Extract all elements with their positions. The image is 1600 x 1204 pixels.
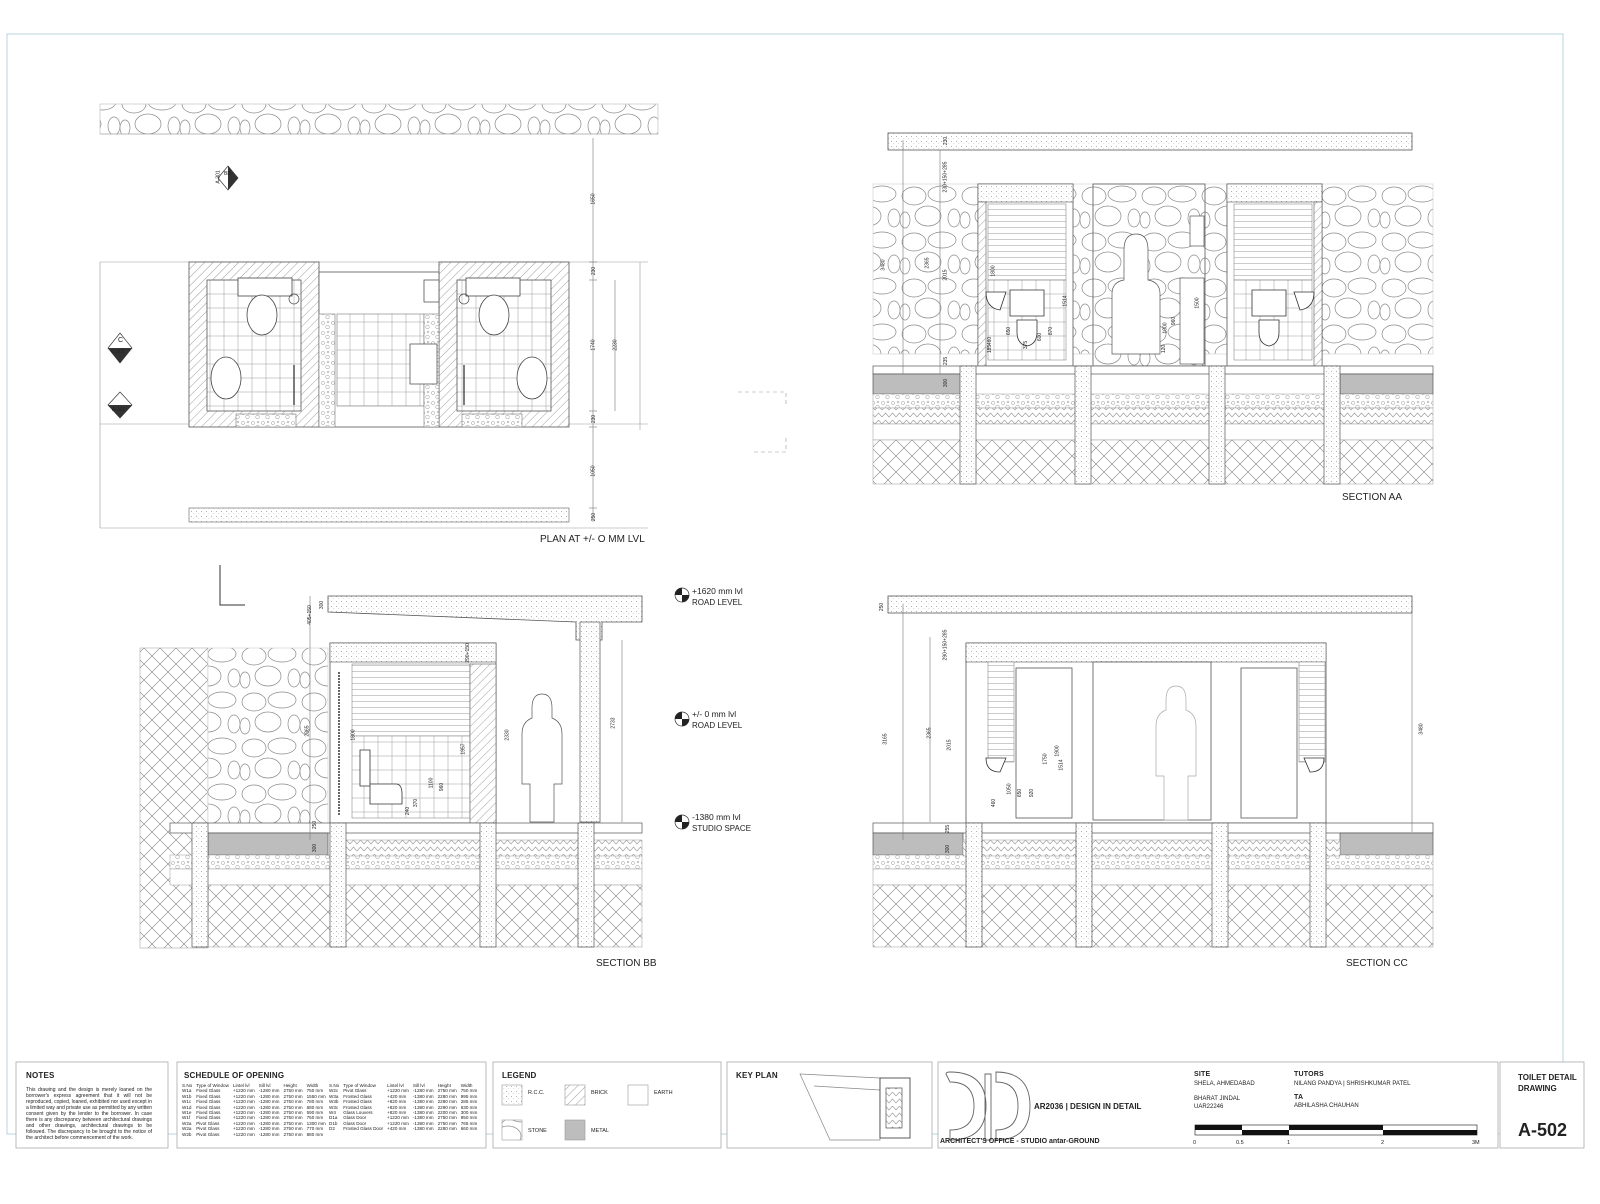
table-row bbox=[180, 1132, 328, 1137]
legend-brick-label: BRICK bbox=[591, 1090, 608, 1096]
schedule-right-cell: Glass Louvers bbox=[343, 1110, 373, 1116]
schedule-right-cell: 765 mm bbox=[460, 1120, 478, 1126]
schedule-right-cell: D2 bbox=[329, 1126, 335, 1132]
schedule-right-cell: 660 mm bbox=[460, 1126, 478, 1132]
schedule-left-cell: 1300 mm bbox=[306, 1120, 326, 1126]
student-name: BHARAT JINDAL bbox=[1194, 1096, 1241, 1102]
aa-dim-1: 230 bbox=[943, 136, 950, 146]
plan-dim-7: 250 bbox=[591, 512, 598, 522]
schedule-right-col-0: S.No bbox=[329, 1083, 340, 1088]
aa-dim-18: 185 bbox=[987, 344, 994, 354]
schedule-right-cell: -1380 mm bbox=[412, 1126, 434, 1132]
cc-dim-15: 3480 bbox=[1418, 723, 1425, 735]
schedule-left-col-1: Type of Window bbox=[196, 1083, 229, 1088]
schedule-right-cell: +820 mm bbox=[387, 1099, 407, 1105]
schedule-left-cell: +1220 mm bbox=[232, 1120, 255, 1126]
schedule-right-col-5: Width bbox=[460, 1083, 473, 1088]
schedule-left-cell: +1220 mm bbox=[232, 1088, 255, 1094]
plan-right-wc bbox=[479, 295, 509, 335]
cc-dim-12: 460 bbox=[991, 798, 998, 808]
notes-text: This drawing and the design is merely loaned on the borrower's express agreement that it will not be reproduced, copied, loaned, exhibited nor used except in a limited way and private use as permitted by any written consent given by the lender to the borrower. In case there is any discrepancy between architectural drawings and other drawings, architectural drawings to be followed. The discrepancy to be brought to the notice of the architect before commencement of the work. bbox=[26, 1087, 152, 1141]
schedule-left-cell: 770 mm bbox=[306, 1126, 324, 1132]
schedule-right-cell: Pivot Glass bbox=[343, 1088, 367, 1094]
section-bb-title: SECTION BB bbox=[596, 958, 657, 969]
bb-dim-1: 300 bbox=[319, 600, 326, 610]
schedule-left-cell: +1220 mm bbox=[232, 1126, 255, 1132]
schedule-left-cell: 2750 mm bbox=[283, 1120, 303, 1126]
schedule-right-cell: W3c bbox=[329, 1104, 339, 1110]
legend-rcc-swatch bbox=[502, 1085, 522, 1105]
aa-dim-15: 375 bbox=[1023, 340, 1030, 350]
aa-dim-5: 3480 bbox=[880, 259, 887, 271]
legend-earth-swatch bbox=[628, 1085, 648, 1105]
schedule-right-cell: Frosted Glass bbox=[343, 1099, 372, 1105]
schedule-left-col-4: Height bbox=[283, 1083, 297, 1088]
scale-label-0: 0 bbox=[1193, 1140, 1197, 1146]
schedule-right-cell: 2280 mm bbox=[437, 1099, 457, 1105]
bb-dim-10: 960 bbox=[439, 782, 446, 792]
bb-dim-12: 240 bbox=[405, 806, 412, 816]
schedule-left-cell: W1e bbox=[182, 1110, 192, 1116]
schedule-left-cell: -1280 mm bbox=[258, 1099, 280, 1105]
marker-a-sub: A-301 bbox=[112, 407, 126, 413]
aa-dim-2: 230+150+285 bbox=[942, 161, 949, 193]
schedule-right-col-1: Type of Window bbox=[343, 1083, 376, 1088]
schedule-right-cell: W4 bbox=[329, 1110, 336, 1116]
section-cc-title: SECTION CC bbox=[1346, 958, 1408, 969]
schedule-right-col-3: Sill lvl bbox=[412, 1083, 425, 1088]
schedule-right-col-2: Lintel lvl bbox=[387, 1083, 404, 1088]
plan-bottom-wall bbox=[189, 508, 569, 522]
schedule-right-cell: 285 mm bbox=[460, 1099, 478, 1105]
scale-label-2: 1 bbox=[1287, 1140, 1291, 1146]
legend-rcc-label: R.C.C. bbox=[528, 1090, 545, 1096]
schedule-left-cell: 2750 mm bbox=[283, 1099, 303, 1105]
table-row bbox=[327, 1126, 479, 1131]
legend-brick-swatch bbox=[565, 1085, 585, 1105]
aa-metal-left bbox=[873, 374, 963, 394]
schedule-right-cell: 2750 mm bbox=[437, 1115, 457, 1121]
aa-roof-slab bbox=[888, 133, 1412, 150]
bb-dim-2: 405+150 bbox=[306, 605, 313, 625]
bb-dim-7: 2330 bbox=[504, 729, 511, 741]
schedule-right-cell: 995 mm bbox=[460, 1093, 478, 1099]
aa-metal-right bbox=[1340, 374, 1433, 394]
scale-label-3: 2 bbox=[1381, 1140, 1385, 1146]
site-value: SHELA, AHMEDABAD bbox=[1194, 1081, 1255, 1087]
schedule-left-cell: 2750 mm bbox=[283, 1126, 303, 1132]
cc-dim-1: 250 bbox=[879, 602, 886, 612]
schedule-left-cell: W1a bbox=[182, 1088, 192, 1094]
sheet-title: TOILET DETAIL DRAWING bbox=[1518, 1073, 1577, 1093]
schedule-left-cell: Fixed Glass bbox=[196, 1099, 221, 1105]
legend-stone-swatch bbox=[502, 1120, 522, 1140]
schedule-left-cell: 590 mm bbox=[306, 1110, 324, 1116]
schedule-left-cell: 750 mm bbox=[306, 1088, 324, 1094]
plan-left-basin bbox=[211, 357, 241, 399]
legend-heading: LEGEND bbox=[502, 1071, 537, 1080]
level-1-name: ROAD LEVEL bbox=[692, 598, 743, 607]
schedule-left-cell: W1d bbox=[182, 1104, 192, 1110]
cc-metal-right bbox=[1340, 833, 1433, 855]
schedule-right-cell: Glass Door bbox=[343, 1115, 367, 1121]
schedule-left-col-5: Width bbox=[306, 1083, 319, 1088]
schedule-right-cell: 630 mm bbox=[460, 1104, 478, 1110]
notes-heading: NOTES bbox=[26, 1071, 55, 1080]
schedule-left-cell: -1280 mm bbox=[258, 1131, 280, 1137]
cc-dim-2: 290+150+285 bbox=[942, 629, 949, 661]
aa-dim-3: 2365 bbox=[924, 257, 931, 269]
schedule-right-col-4: Height bbox=[437, 1083, 451, 1088]
schedule-left-cell: 2750 mm bbox=[283, 1110, 303, 1116]
schedule-right-cell: +1220 mm bbox=[387, 1115, 409, 1121]
schedule-right-cell: -1380 mm bbox=[412, 1093, 434, 1099]
cc-dim-5: 2015 bbox=[946, 739, 953, 751]
level-3-name: STUDIO SPACE bbox=[692, 824, 751, 833]
cc-dim-4: 2365 bbox=[926, 727, 933, 739]
plan-dim-5: 230 bbox=[591, 414, 598, 424]
schedule-left-cell: 880 mm bbox=[306, 1131, 324, 1137]
schedule-right-cell: -1380 mm bbox=[412, 1115, 434, 1121]
schedule-left-cell: W1f bbox=[182, 1115, 191, 1121]
marker-bb-sub: A-301 bbox=[215, 170, 222, 184]
cc-dim-3: 3165 bbox=[882, 733, 889, 745]
bb-human-figure bbox=[522, 694, 562, 822]
schedule-left-cell: Fixed Glass bbox=[196, 1104, 221, 1110]
legend-earth-label: EARTH bbox=[654, 1090, 673, 1096]
scale-label-4: 3M bbox=[1472, 1140, 1480, 1146]
schedule-heading: SCHEDULE OF OPENING bbox=[184, 1071, 285, 1080]
schedule-left-cell: Pivot Glass bbox=[196, 1120, 220, 1126]
plan-top-stone-band bbox=[100, 104, 658, 134]
level-marker-3 bbox=[675, 815, 689, 829]
schedule-right-cell: +420 mm bbox=[387, 1093, 407, 1099]
bb-dim-8: 2733 bbox=[610, 717, 617, 729]
office-title: ARCHITECT'S OFFICE - STUDIO antar-GROUND bbox=[940, 1138, 1100, 1145]
site-heading: SITE bbox=[1194, 1071, 1211, 1078]
schedule-right-cell: 2280 mm bbox=[437, 1093, 457, 1099]
section-cc-drawing bbox=[873, 596, 1433, 947]
cc-roof-slab bbox=[888, 596, 1412, 613]
schedule-left-cell: -1280 mm bbox=[258, 1126, 280, 1132]
schedule-right-cell: +820 mm bbox=[387, 1104, 407, 1110]
schedule-right-cell: W3a bbox=[329, 1093, 339, 1099]
schedule-left-cell: -1280 mm bbox=[258, 1115, 280, 1121]
schedule-left-cell: Fixed Glass bbox=[196, 1110, 221, 1116]
level-3-value: -1380 mm lvl bbox=[692, 812, 741, 822]
schedule-right-cell: +420 mm bbox=[387, 1126, 407, 1132]
plan-drawing bbox=[100, 104, 786, 528]
plan-dim-1: 1650 bbox=[590, 193, 597, 205]
schedule-left-cell: 680 mm bbox=[306, 1104, 324, 1110]
schedule-right-cell: 2200 mm bbox=[437, 1110, 457, 1116]
schedule-right-cell: Frosted Glass Door bbox=[343, 1126, 384, 1132]
schedule-left-cell: 2750 mm bbox=[283, 1115, 303, 1121]
level-marker-1 bbox=[675, 588, 689, 602]
key-plan-heading: KEY PLAN bbox=[736, 1071, 778, 1080]
level-marker-2 bbox=[675, 712, 689, 726]
cc-dim-6: 1900 bbox=[1054, 745, 1061, 757]
cc-dim-9: 650 bbox=[1017, 788, 1024, 798]
schedule-table-right bbox=[327, 1083, 479, 1132]
schedule-right-cell: W2c bbox=[329, 1088, 339, 1094]
schedule-right-cell: 2750 mm bbox=[437, 1088, 457, 1094]
bb-dim-13: 250 bbox=[312, 820, 319, 830]
cc-dim-8: 1514 bbox=[1058, 759, 1065, 771]
section-aa-drawing bbox=[873, 133, 1433, 484]
schedule-left-col-0: S.No bbox=[182, 1083, 193, 1088]
scale-label-1: 0.5 bbox=[1236, 1140, 1244, 1146]
level-2-name: ROAD LEVEL bbox=[692, 721, 743, 730]
schedule-left-cell: Pivot Glass bbox=[196, 1126, 220, 1132]
schedule-left-cell: -1280 mm bbox=[258, 1093, 280, 1099]
schedule-right-cell: W3b bbox=[329, 1099, 339, 1105]
schedule-left-cell: -1280 mm bbox=[258, 1088, 280, 1094]
bb-dim-6: 1957 bbox=[460, 743, 467, 755]
schedule-left-cell: +1220 mm bbox=[232, 1115, 255, 1121]
schedule-right-cell: -1380 mm bbox=[412, 1110, 434, 1116]
schedule-right-cell: D1a bbox=[329, 1115, 338, 1121]
schedule-left-cell: Fixed Glass bbox=[196, 1115, 221, 1121]
schedule-right-cell: 750 mm bbox=[460, 1088, 478, 1094]
aa-dim-19: 120 bbox=[1161, 344, 1168, 354]
schedule-left-cell: +1220 mm bbox=[232, 1099, 255, 1105]
plan-title: PLAN AT +/- O MM LVL bbox=[540, 534, 645, 545]
aa-dim-9: 1514 bbox=[1062, 295, 1069, 307]
schedule-right-cell: Glass Door bbox=[343, 1120, 367, 1126]
aa-dim-16: 650 bbox=[1006, 326, 1013, 336]
schedule-right-cell: D1b bbox=[329, 1120, 338, 1126]
bb-dim-4: 2365 bbox=[304, 725, 311, 737]
schedule-left-cell: +1220 mm bbox=[232, 1110, 255, 1116]
aa-dim-14: 600 bbox=[1037, 332, 1044, 342]
plan-dim-4: 2230 bbox=[612, 339, 619, 351]
section-bb-drawing bbox=[140, 565, 642, 948]
student-id: UAR22246 bbox=[1194, 1104, 1224, 1110]
schedule-right-cell: -1380 mm bbox=[412, 1099, 434, 1105]
schedule-right-cell: Frosted Glass bbox=[343, 1093, 372, 1099]
schedule-left-cell: -1280 mm bbox=[258, 1120, 280, 1126]
schedule-left-cell: 2750 mm bbox=[283, 1093, 303, 1099]
schedule-right-cell: +820 mm bbox=[387, 1110, 407, 1116]
bb-dim-9: 1100 bbox=[428, 777, 435, 789]
ta-heading: TA bbox=[1294, 1094, 1304, 1101]
marker-bb-label: BB bbox=[224, 171, 231, 177]
schedule-left-cell: +1220 mm bbox=[232, 1104, 255, 1110]
schedule-left-cell: Fixed Glass bbox=[196, 1088, 221, 1094]
level-2-value: +/- 0 mm lvl bbox=[692, 709, 737, 719]
plan-dim-3: 1740 bbox=[590, 339, 597, 351]
schedule-left-cell: W2a bbox=[182, 1120, 192, 1126]
cc-dim-10: 920 bbox=[1029, 788, 1036, 798]
legend-metal-swatch bbox=[565, 1120, 585, 1140]
schedule-left-cell: 2750 mm bbox=[283, 1104, 303, 1110]
schedule-right-cell: 2290 mm bbox=[437, 1104, 457, 1110]
schedule-left-cell: 1550 mm bbox=[306, 1093, 326, 1099]
schedule-left-cell: W1c bbox=[182, 1099, 192, 1105]
schedule-left-col-2: Lintel lvl bbox=[232, 1083, 250, 1088]
ta-value: ABHILASHA CHAUHAN bbox=[1294, 1103, 1359, 1109]
schedule-left-cell: -1280 mm bbox=[258, 1104, 280, 1110]
marker-a-label: A bbox=[117, 395, 122, 402]
aa-dim-12: 960 bbox=[1171, 316, 1178, 326]
schedule-left-cell: -1280 mm bbox=[258, 1110, 280, 1116]
schedule-right-cell: -1380 mm bbox=[412, 1120, 434, 1126]
plan-left-wc bbox=[247, 295, 277, 335]
schedule-left-cell: Pivot Glass bbox=[196, 1131, 220, 1137]
cc-dim-11: 1050 bbox=[1006, 783, 1013, 795]
schedule-right-cell: 300 mm bbox=[460, 1110, 478, 1116]
schedule-left-cell: W1b bbox=[182, 1093, 192, 1099]
schedule-right-cell: 2750 mm bbox=[437, 1120, 457, 1126]
aa-dim-17: 460 bbox=[987, 336, 994, 346]
schedule-right-cell: 950 mm bbox=[460, 1115, 478, 1121]
schedule-right-cell: Frosted Glass bbox=[343, 1104, 372, 1110]
schedule-left-cell: 2750 mm bbox=[283, 1088, 303, 1094]
aa-dim-10: 1000 bbox=[1162, 322, 1169, 334]
aa-dim-4: 2015 bbox=[942, 269, 949, 281]
schedule-right-cell: -1280 mm bbox=[412, 1088, 434, 1094]
schedule-left-cell: +1220 mm bbox=[232, 1093, 255, 1099]
aa-dim-6: 235 bbox=[943, 356, 950, 366]
bb-dim-11: 370 bbox=[413, 798, 420, 808]
aa-dim-13: 870 bbox=[1048, 326, 1055, 336]
schedule-left-cell: W2b bbox=[182, 1131, 192, 1137]
section-aa-title: SECTION AA bbox=[1342, 492, 1403, 503]
schedule-left-cell: 2750 mm bbox=[283, 1131, 303, 1137]
sheet-number: A-502 bbox=[1518, 1120, 1568, 1140]
plan-dim-6: 1050 bbox=[590, 465, 597, 477]
marker-c-sub: C-301 bbox=[111, 349, 125, 355]
aa-dim-8: 1800 bbox=[990, 265, 997, 277]
legend-stone-label: STONE bbox=[528, 1128, 547, 1134]
bb-dim-14: 300 bbox=[312, 843, 319, 853]
tutors-heading: TUTORS bbox=[1294, 1071, 1324, 1078]
schedule-left-cell: W2a bbox=[182, 1126, 192, 1132]
schedule-right-cell: 2280 mm bbox=[437, 1126, 457, 1132]
plan-right-basin bbox=[517, 357, 547, 399]
tutors-value: NILANG PANDYA | SHRISHKUMAR PATEL bbox=[1294, 1081, 1411, 1087]
schedule-right-cell: +1220 mm bbox=[387, 1120, 409, 1126]
bb-dim-3: 290+150 bbox=[464, 643, 471, 663]
cc-dim-14: 300 bbox=[945, 844, 952, 854]
aa-dim-7: 300 bbox=[943, 378, 950, 388]
table-row bbox=[327, 1099, 479, 1104]
schedule-left-col-3: Sill lvl bbox=[258, 1083, 271, 1088]
schedule-right-cell: -1380 mm bbox=[412, 1104, 434, 1110]
course-title: AR2036 | DESIGN IN DETAIL bbox=[1034, 1102, 1142, 1111]
level-markers bbox=[675, 588, 689, 829]
schedule-left-cell: 750 mm bbox=[306, 1115, 324, 1121]
plan-dim-2: 230 bbox=[591, 266, 598, 276]
schedule-right-cell: +1220 mm bbox=[387, 1088, 409, 1094]
schedule-left-cell: Fixed Glass bbox=[196, 1093, 221, 1099]
aa-dim-11: 1500 bbox=[1194, 297, 1201, 309]
schedule-left-cell: 780 mm bbox=[306, 1099, 324, 1105]
bb-dim-5: 1800 bbox=[350, 729, 357, 741]
legend-metal-label: METAL bbox=[591, 1128, 609, 1134]
cc-dim-13: 255 bbox=[945, 824, 952, 834]
schedule-table-left bbox=[180, 1083, 328, 1137]
schedule-left-cell: +1220 mm bbox=[232, 1131, 255, 1137]
cc-dim-7: 1750 bbox=[1042, 753, 1049, 765]
marker-c-label: C bbox=[118, 337, 124, 344]
level-1-value: +1620 mm lvl bbox=[692, 586, 743, 596]
